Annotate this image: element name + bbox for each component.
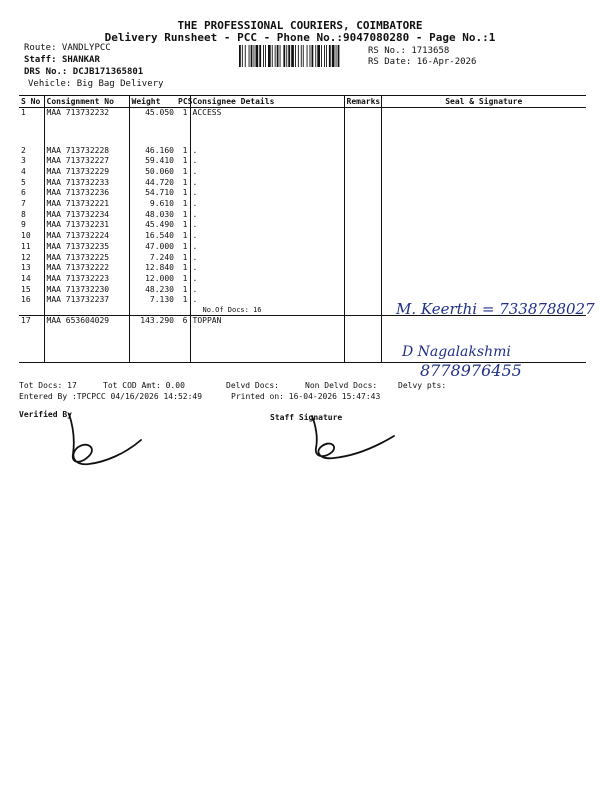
cell-consignment: MAA 713732225 [44, 253, 129, 264]
cell-pcs: 1 [182, 252, 188, 262]
table-row [19, 178, 586, 189]
cell-remarks [344, 274, 381, 285]
delivered-docs: Delvd Docs: [226, 381, 279, 390]
cell-remarks [344, 263, 381, 274]
cell-weight: 59.410 [129, 156, 176, 167]
cell-weight: 47.000 [129, 242, 176, 253]
cell-pcs: 1 [182, 108, 188, 117]
table-header-row [19, 96, 586, 108]
cell-consignee: . [190, 231, 344, 242]
cell-consignment: MAA 713732223 [44, 274, 129, 285]
table-row [19, 231, 586, 242]
cell-remarks [344, 188, 381, 199]
staff-signature-label: Staff Signature [270, 413, 343, 422]
table-row [19, 253, 586, 264]
cell-weight: 48.230 [129, 285, 176, 296]
cell-sno: 10 [21, 231, 31, 241]
cell-pcs: 6 [176, 316, 190, 363]
cell-sno: 6 [21, 188, 26, 198]
rs-date: RS Date: 16-Apr-2026 [368, 57, 477, 67]
table-row [19, 188, 586, 199]
cell-consignment: MAA 653604029 [44, 316, 129, 363]
cell-consignee: . [190, 188, 344, 199]
cell-weight: 12.000 [129, 274, 176, 285]
vehicle-label: Vehicle: Big Bag Delivery [28, 79, 164, 89]
cell-weight: 45.050 [129, 108, 176, 146]
cell-sno: 8 [21, 209, 26, 219]
cell-pcs: 1 [182, 177, 188, 187]
cell-consignment: MAA 713732233 [44, 178, 129, 189]
cell-remarks [344, 108, 381, 146]
cell-seal [381, 220, 586, 231]
cell-consignment: MAA 713732224 [44, 231, 129, 242]
cell-sno: 9 [21, 220, 26, 230]
cell-seal [381, 231, 586, 242]
cell-pcs: 1 [182, 273, 188, 283]
staff-signature [298, 414, 398, 464]
cell-pcs: 1 [182, 166, 188, 176]
cell-consignment: MAA 713732232 [44, 108, 129, 146]
col-consignee: Consignee Details [190, 96, 344, 108]
cell-seal [381, 156, 586, 167]
cell-seal [381, 178, 586, 189]
total-docs: Tot Docs: 17 [19, 381, 77, 390]
cell-seal [381, 146, 586, 157]
cell-weight: 45.490 [129, 220, 176, 231]
cell-weight: 7.240 [129, 253, 176, 264]
cell-seal [381, 199, 586, 210]
cell-consignment: MAA 713732228 [44, 146, 129, 157]
handwritten-receiver-2-phone: 8778976455 [420, 361, 522, 380]
cell-consignee [190, 295, 344, 315]
total-cod-amount: Tot COD Amt: 0.00 [103, 381, 185, 390]
cell-pcs: 1 [182, 145, 188, 155]
cell-consignee: . [190, 253, 344, 264]
cell-weight: 50.060 [129, 167, 176, 178]
group1-body [19, 108, 586, 316]
staff-label: Staff: [24, 55, 57, 65]
cell-pcs: 1 [182, 284, 188, 294]
cell-weight: 46.160 [129, 146, 176, 157]
cell-remarks [344, 295, 381, 315]
table-row [19, 285, 586, 296]
cell-pcs: 1 [182, 263, 188, 273]
cell-consignment: MAA 713732234 [44, 210, 129, 221]
cell-consignment: MAA 713732235 [44, 242, 129, 253]
cell-sno: 11 [21, 241, 31, 251]
cell-consignment: MAA 713732227 [44, 156, 129, 167]
cell-pcs: 1 [182, 156, 188, 166]
cell-sno: 1 [21, 108, 26, 117]
cell-consignee: . [190, 199, 344, 210]
cell-remarks [344, 210, 381, 221]
rs-number: RS No.: 1713658 [368, 46, 450, 56]
cell-consignee: . [190, 156, 344, 167]
cell-seal [381, 285, 586, 296]
cell-consignment: MAA 713732236 [44, 188, 129, 199]
cell-remarks [344, 178, 381, 189]
cell-consignee-text: . [192, 295, 198, 305]
table-row [19, 167, 586, 178]
cell-sno: 5 [21, 177, 26, 187]
no-of-docs-note: No.Of Docs: 16 [202, 306, 262, 315]
cell-seal [381, 210, 586, 221]
handwritten-receiver-1: M. Keerthi = 7338788027 [396, 300, 595, 318]
cell-sno: 16 [19, 295, 44, 315]
cell-consignment: MAA 713732221 [44, 199, 129, 210]
cell-seal [381, 253, 586, 264]
cell-consignee: . [190, 167, 344, 178]
cell-sno: 12 [21, 252, 31, 262]
cell-consignment: MAA 713732230 [44, 285, 129, 296]
table-row [19, 242, 586, 253]
cell-seal [381, 274, 586, 285]
runsheet-table [19, 95, 586, 363]
staff-row [24, 55, 100, 65]
entered-by: Entered By :TPCPCC 04/16/2026 14:52:49 [19, 392, 203, 401]
cell-consignment: MAA 713732231 [44, 220, 129, 231]
cell-pcs: 1 [176, 295, 190, 315]
table-row [19, 263, 586, 274]
route-label: Route: VANDLYPCC [24, 43, 111, 53]
col-seal-signature: Seal & Signature [381, 96, 586, 108]
table-row [19, 210, 586, 221]
cell-seal [381, 263, 586, 274]
cell-sno: 14 [21, 273, 31, 283]
cell-pcs: 1 [182, 188, 188, 198]
cell-weight: 7.130 [129, 295, 176, 315]
table-row [19, 108, 586, 146]
verified-by-signature [55, 410, 145, 470]
cell-pcs: 1 [182, 231, 188, 241]
cell-weight: 54.710 [129, 188, 176, 199]
cell-weight: 12.840 [129, 263, 176, 274]
col-consignment: Consignment No [44, 96, 129, 108]
cell-consignee: . [190, 274, 344, 285]
cell-remarks [344, 285, 381, 296]
col-remarks: Remarks [344, 96, 381, 108]
cell-consignee: . [190, 146, 344, 157]
verified-by-label: Verified By [19, 410, 72, 419]
handwritten-receiver-2-name: D Nagalakshmi [402, 344, 511, 360]
cell-seal [381, 188, 586, 199]
cell-consignment: MAA 713732229 [44, 167, 129, 178]
col-pcs: PCS [178, 97, 193, 106]
cell-consignee: TOPPAN [190, 316, 344, 363]
cell-weight: 9.610 [129, 199, 176, 210]
table-row [19, 220, 586, 231]
delivery-points: Delvy pts: [398, 381, 447, 390]
cell-sno: 7 [21, 199, 26, 209]
cell-remarks [344, 199, 381, 210]
non-delivered-docs: Non Delvd Docs: [305, 381, 378, 390]
cell-consignee: . [190, 220, 344, 231]
table-row [19, 156, 586, 167]
cell-remarks [344, 231, 381, 242]
cell-remarks [344, 242, 381, 253]
col-weight: Weight [129, 96, 176, 108]
printed-on: Printed on: 16-04-2026 15:47:43 [231, 392, 381, 401]
cell-weight: 16.540 [129, 231, 176, 242]
cell-consignee: . [190, 178, 344, 189]
cell-pcs: 1 [182, 209, 188, 219]
cell-remarks [344, 146, 381, 157]
drs-label: DRS No.: [24, 67, 68, 77]
cell-consignee: . [190, 263, 344, 274]
drs-row [24, 67, 143, 77]
cell-weight: 143.290 [129, 316, 176, 363]
table-row [19, 199, 586, 210]
cell-pcs: 1 [182, 199, 188, 209]
cell-remarks [344, 167, 381, 178]
cell-remarks [344, 156, 381, 167]
cell-consignee: . [190, 242, 344, 253]
cell-seal [381, 108, 586, 146]
cell-sno: 13 [21, 263, 31, 273]
runsheet-subtitle: Delivery Runsheet - PCC - Phone No.:9047080280 - Page No.:1 [104, 31, 496, 44]
table-row [19, 274, 586, 285]
cell-consignment: MAA 713732237 [44, 295, 129, 315]
cell-sno: 17 [19, 316, 44, 363]
cell-seal [381, 242, 586, 253]
cell-remarks [344, 253, 381, 264]
cell-consignee: . [190, 210, 344, 221]
barcode-image [239, 45, 363, 67]
cell-pcs: 1 [182, 241, 188, 251]
cell-sno: 3 [21, 156, 26, 166]
cell-weight: 48.030 [129, 210, 176, 221]
cell-pcs: 1 [182, 220, 188, 230]
cell-remarks [344, 316, 381, 363]
cell-consignment: MAA 713732222 [44, 263, 129, 274]
cell-consignee: ACCESS [190, 108, 344, 146]
cell-sno: 4 [21, 166, 26, 176]
table-row [19, 146, 586, 157]
cell-consignee: . [190, 285, 344, 296]
cell-remarks [344, 220, 381, 231]
drs-value: DCJB171365801 [72, 67, 144, 77]
company-name: THE PROFESSIONAL COURIERS, COIMBATORE [177, 19, 423, 32]
cell-seal [381, 167, 586, 178]
cell-weight: 44.720 [129, 178, 176, 189]
cell-sno: 2 [21, 145, 26, 155]
staff-value: SHANKAR [61, 55, 100, 65]
cell-sno: 15 [21, 284, 31, 294]
col-sno: S No [19, 96, 44, 108]
